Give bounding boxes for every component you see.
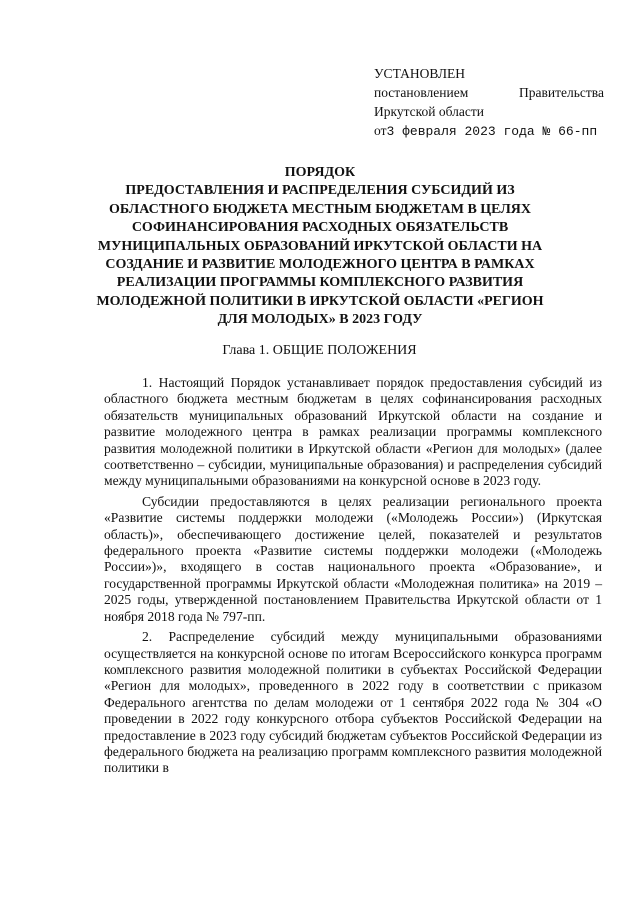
document-title (85, 164, 555, 330)
paragraph: 2. Распределение субсидий между муниципальными образованиями осуществляется на конкурсной основе по итогам Всероссийского конкурса программ комплексного развития молодежной политики в субъектах Российской Федерации «Регион для молодых», проведенного в 2022 году в соответствии с приказом Федерального агентства по делам молодежи от 1 сентября 2022 года № 304 «О проведении в 2022 году конкурсного отбора субъектов Российской Федерации на предоставление в 2023 году субсидий бюджетам субъектов Российской Федерации из федерального бюджета на реализацию программ комплексного развития молодежной политики в (104, 629, 602, 776)
paragraph: Субсидии предоставляются в целях реализации регионального проекта «Развитие системы поддержки молодежи («Молодежь России») (Иркутская область)», обеспечивающего достижение целей, показателей и результатов федерального проекта «Развитие системы поддержки молодежи («Молодежь России»)», входящего в состав национального проекта «Образование», и государственной программы Иркутской области «Молодежная политика» на 2019 – 2025 годы, утвержденной постановлением Правительства Иркутской области от 1 ноября 2018 года № 797-пп. (104, 493, 602, 624)
title-heading: ПОРЯДОК (284, 165, 356, 180)
title-body: ПРЕДОСТАВЛЕНИЯ И РАСПРЕДЕЛЕНИЯ СУБСИДИЙ ИЗ ОБЛАСТНОГО БЮДЖЕТА МЕСТНЫМ БЮДЖЕТАМ В ЦЕЛЯХ СОФИНАНСИРОВАНИЯ РАСХОДНЫХ ОБЯЗАТЕЛЬСТВ МУНИЦИПАЛЬНЫХ ОБРАЗОВАНИЙ ИРКУТСКОЙ ОБЛАСТИ НА СОЗДАНИЕ И РАЗВИТИЕ МОЛОДЕЖНОГО ЦЕНТРА В РАМКАХ РЕАЛИЗАЦИИ ПРОГРАММЫ КОМПЛЕКСНОГО РАЗВИТИЯ МОЛОДЕЖНОЙ ПОЛИТИКИ В ИРКУТСКОЙ ОБЛАСТИ «РЕГИОН ДЛЯ МОЛОДЫХ» В 2023 ГОДУ (96, 183, 544, 328)
approval-date-line (374, 121, 604, 141)
approval-date-number: 3 февраля 2023 года № 66-пп (386, 124, 598, 139)
approval-heading: УСТАНОВЛЕН (374, 66, 466, 81)
approval-date-prefix: от (374, 123, 387, 138)
approval-line-2 (374, 83, 604, 102)
approval-government-word: Правительства (519, 85, 604, 100)
document-body (104, 375, 602, 781)
approval-region: Иркутской области (374, 104, 485, 119)
paragraph: 1. Настоящий Порядок устанавливает порядок предоставления субсидий из областного бюджета местным бюджетам в целях софинансирования расходных обязательств муниципальных образований Иркутской области на создание и развитие молодежного центра в рамках реализации программы комплексного развития молодежной политики в Иркутской области «Регион для молодых» (далее соответственно – субсидии, муниципальные образования) и распределения субсидий между муниципальными образованиями на конкурсной основе в 2023 году. (104, 375, 602, 489)
chapter-heading: Глава 1. ОБЩИЕ ПОЛОЖЕНИЯ (222, 343, 417, 358)
approval-resolution-word: постановлением (374, 85, 469, 100)
approval-stamp (374, 64, 604, 141)
